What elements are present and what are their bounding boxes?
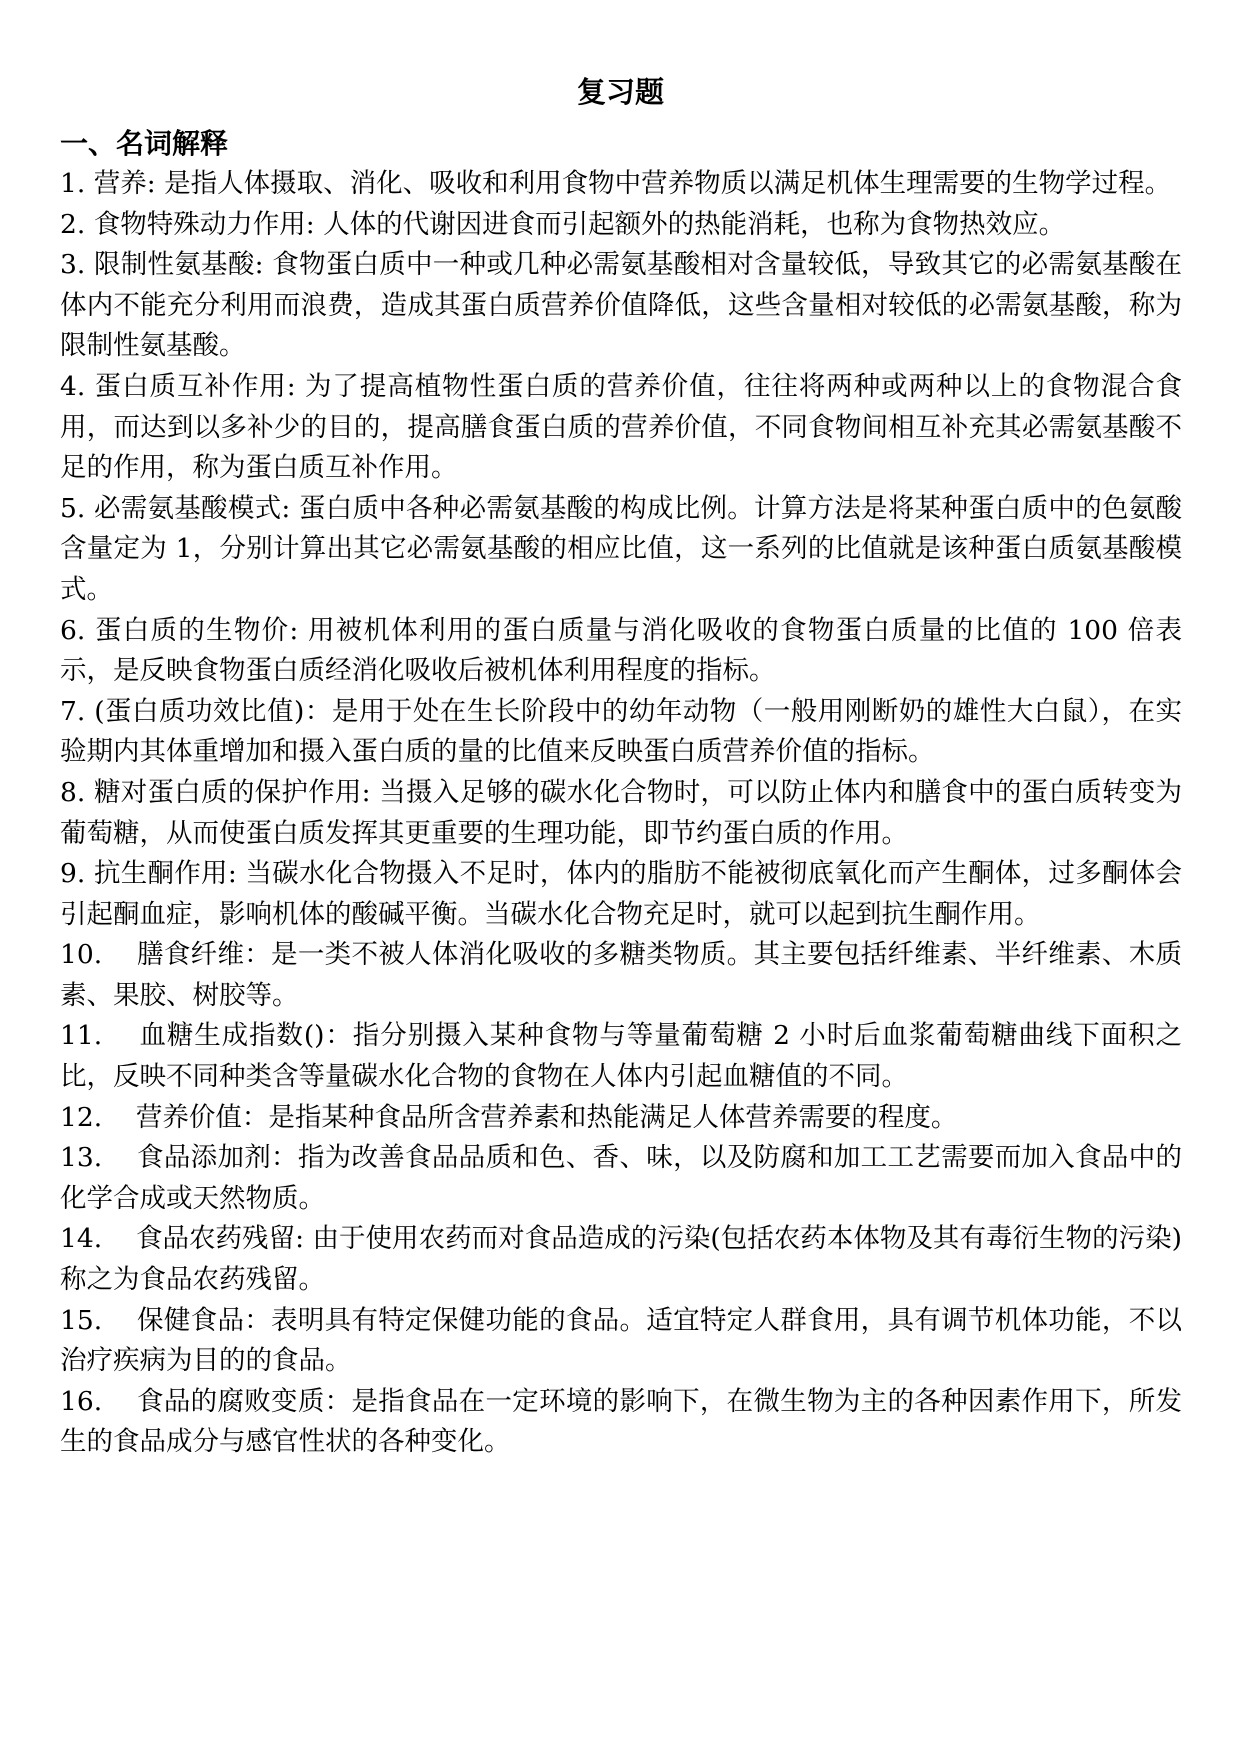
item-number: 5. [60,492,94,524]
item-text: 血糖生成指数()：指分别摄入某种食物与等量葡萄糖 2 小时后血浆葡萄糖曲线下面积之比，反映不同种类含等量碳水化合物的食物在人体内引起血糖值的不同。 [60,1020,1182,1093]
item-number: 13. [60,1142,138,1174]
item-number: 2. [60,208,94,240]
item-text: 蛋白质互补作用: 为了提高植物性蛋白质的营养价值，往往将两种或两种以上的食物混合食用，而达到以多补少的目的，提高膳食蛋白质的营养价值，不同食物间相互补充其必需氨基酸不足的作用，称为蛋白质互补作用。 [60,370,1182,484]
definition-list [60,164,1182,1463]
section-heading: 一、名词解释 [60,127,229,160]
definition-item [60,1382,1182,1463]
definition-item [60,611,1182,692]
definition-item [60,1301,1182,1382]
definition-item [60,854,1182,935]
item-number: 11. [60,1020,140,1052]
definition-item [60,1138,1182,1219]
item-text: (蛋白质功效比值)：是用于处在生长阶段中的幼年动物（一般用刚断奶的雄性大白鼠），在实验期内其体重增加和摄入蛋白质的量的比值来反映蛋白质营养价值的指标。 [60,695,1182,768]
item-number: 1. [60,168,94,199]
definition-item [60,205,1182,246]
definition-item [60,489,1182,611]
item-number: 10. [60,939,138,971]
item-text: 蛋白质的生物价: 用被机体利用的蛋白质量与消化吸收的食物蛋白质量的比值的 100 倍表示，是反映食物蛋白质经消化吸收后被机体利用程度的指标。 [60,614,1182,687]
definition-item [60,164,1182,205]
definition-item [60,935,1182,1016]
definition-item [60,245,1182,367]
item-number: 7. [60,695,95,727]
item-text: 必需氨基酸模式: 蛋白质中各种必需氨基酸的构成比例。计算方法是将某种蛋白质中的色氨酸含量定为 1，分别计算出其它必需氨基酸的相应比值，这一系列的比值就是该种蛋白质氨基酸模式。 [60,492,1182,605]
item-text: 食品添加剂：指为改善食品品质和色、香、味，以及防腐和加工工艺需要而加入食品中的化学合成或天然物质。 [60,1142,1182,1214]
item-text: 膳食纤维：是一类不被人体消化吸收的多糖类物质。其主要包括纤维素、半纤维素、木质素、果胶、树胶等。 [60,939,1182,1011]
item-text: 限制性氨基酸: 食物蛋白质中一种或几种必需氨基酸相对含量较低，导致其它的必需氨基酸在体内不能充分利用而浪费，造成其蛋白质营养价值降低，这些含量相对较低的必需氨基酸，称为限制性氨基酸。 [60,249,1182,362]
item-number: 4. [60,370,95,402]
item-text: 保健食品：表明具有特定保健功能的食品。适宜特定人群食用，具有调节机体功能，不以治疗疾病为目的的食品。 [60,1304,1182,1377]
item-text: 食品农药残留: 由于使用农药而对食品造成的污染(包括农药本体物及其有毒衍生物的污染)称之为食品农药残留。 [60,1223,1183,1296]
item-number: 12. [60,1101,136,1133]
item-text: 食品的腐败变质：是指食品在一定环境的影响下，在微生物为主的各种因素作用下，所发生的食品成分与感官性状的各种变化。 [60,1385,1182,1458]
definition-item [60,1098,1182,1139]
definition-item [60,1219,1182,1300]
definition-item [60,367,1182,489]
item-number: 8. [60,776,94,808]
definition-item [60,1016,1182,1097]
definition-item [60,692,1182,773]
item-text: 食物特殊动力作用: 人体的代谢因进食而引起额外的热能消耗，也称为食物热效应。 [93,208,1066,240]
item-text: 抗生酮作用: 当碳水化合物摄入不足时，体内的脂肪不能被彻底氧化而产生酮体，过多酮体会引起酮血症，影响机体的酸碱平衡。当碳水化合物充足时，就可以起到抗生酮作用。 [60,858,1182,930]
page-title: 复习题 [576,75,664,109]
item-text: 糖对蛋白质的保护作用: 当摄入足够的碳水化合物时，可以防止体内和膳食中的蛋白质转变为葡萄糖，从而使蛋白质发挥其更重要的生理功能，即节约蛋白质的作用。 [60,776,1182,849]
definition-item [60,773,1182,854]
item-number: 6. [60,614,95,646]
item-number: 15. [60,1304,138,1336]
item-number: 9. [60,858,94,890]
item-text: 营养: 是指人体摄取、消化、吸收和利用食物中营养物质以满足机体生理需要的生物学过程。 [93,168,1172,199]
item-number: 14. [60,1223,136,1255]
item-text: 营养价值：是指某种食品所含营养素和热能满足人体营养需要的程度。 [135,1101,958,1133]
item-number: 3. [60,249,94,281]
item-number: 16. [60,1385,138,1417]
